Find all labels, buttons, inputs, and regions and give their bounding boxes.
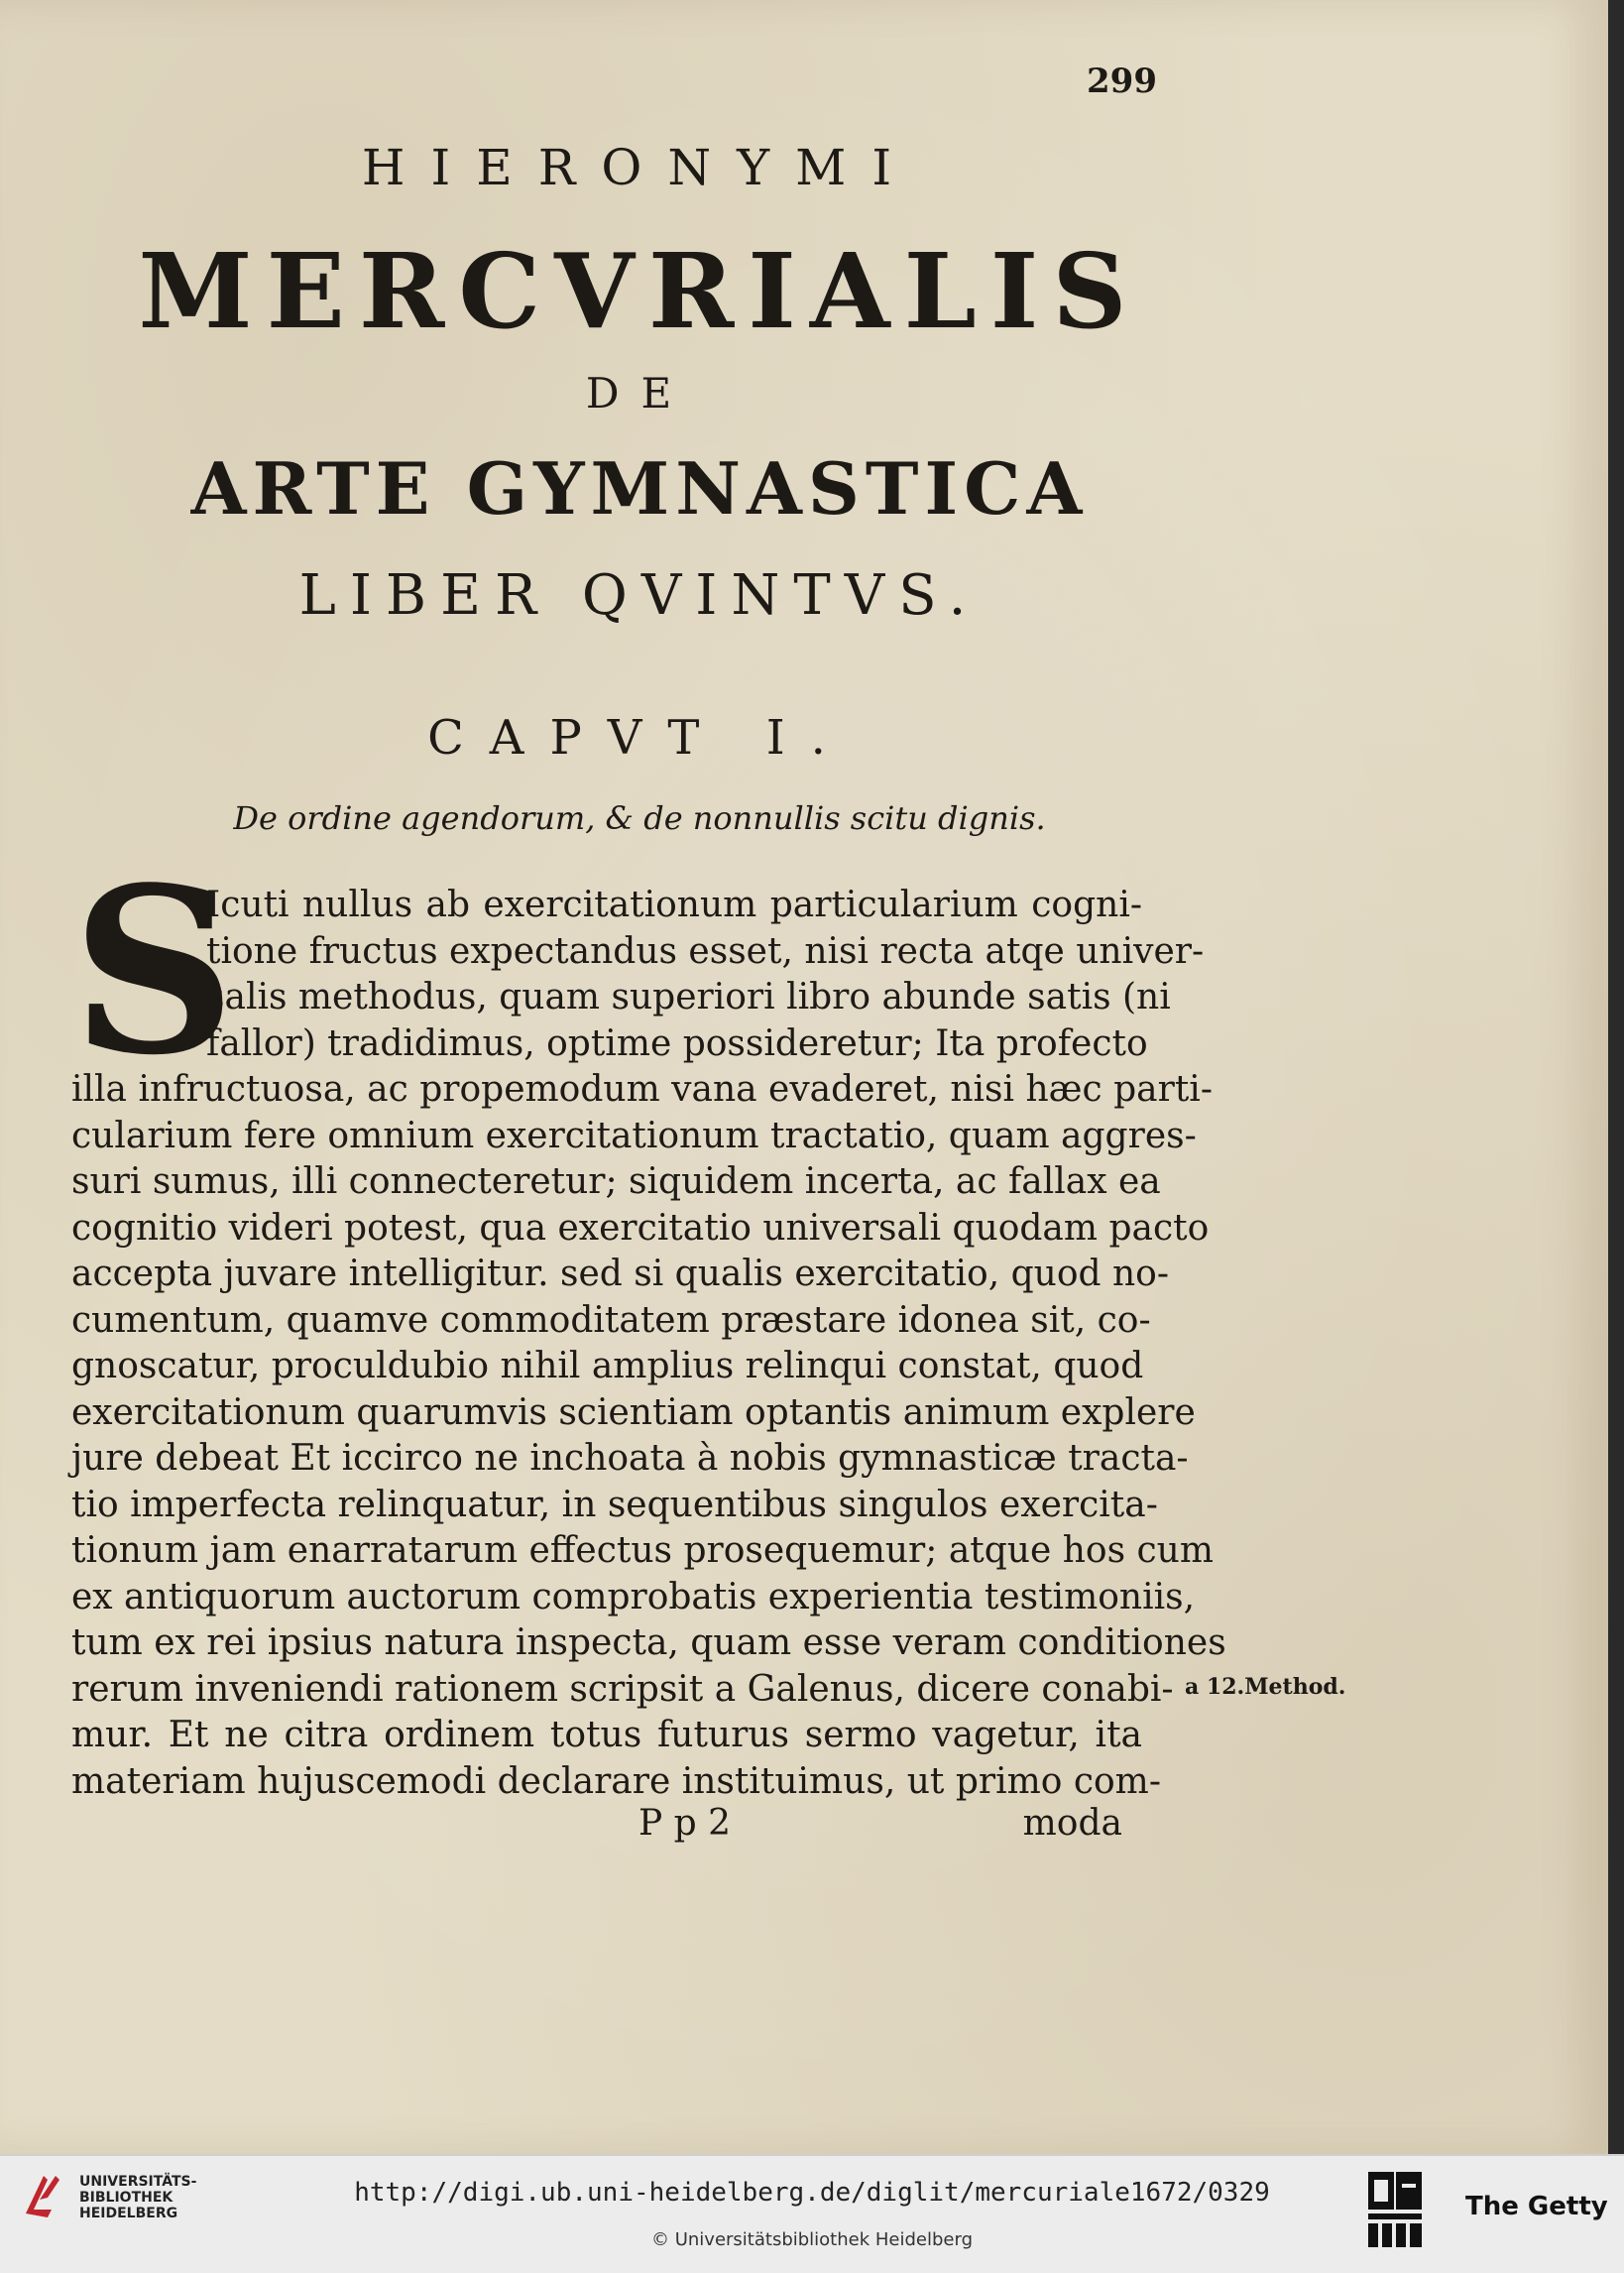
text-line: suri sumus, illi connecteretur; siquidem incerta, ac fallax ea bbox=[71, 1161, 1161, 1202]
text-line: cognitio videri potest, qua exercitatio universali quodam pacto bbox=[71, 1207, 1210, 1249]
scan-edge bbox=[1608, 0, 1624, 2154]
work-title: ARTE GYMNASTICA bbox=[190, 446, 1089, 531]
author-surname: MERCVRIALIS bbox=[138, 230, 1141, 352]
copyright-text: © Universitätsbibliothek Heidelberg bbox=[650, 2229, 973, 2250]
margin-note: a 12.Method. bbox=[1185, 1674, 1346, 1700]
signature-mark: P p 2 bbox=[638, 1803, 732, 1844]
text-line: rerum inveniendi rationem scripsit a Galenus, dicere conabi- bbox=[71, 1668, 1174, 1710]
drop-capital: S bbox=[71, 838, 237, 1106]
text-line: fallor) tradidimus, optime possideretur; Ita profecto bbox=[206, 1022, 1148, 1064]
permalink-url[interactable]: http://digi.ub.uni-heidelberg.de/diglit/mercuriale1672/0329 bbox=[354, 2178, 1270, 2208]
text-line: mur. Et ne citra ordinem totus futurus sermo vagetur, ita bbox=[71, 1715, 1142, 1755]
book-number: LIBER QVINTVS. bbox=[298, 563, 981, 628]
text-line: tione fructus expectandus esset, nisi recta atqe univer- bbox=[206, 930, 1205, 972]
viewer-footer-bar bbox=[0, 2154, 1624, 2273]
text-line: exercitationum quarumvis scientiam optantis animum explere bbox=[71, 1391, 1196, 1433]
page-number: 299 bbox=[1087, 61, 1157, 101]
chapter-subtitle: De ordine agendorum, & de nonnullis scitu dignis. bbox=[233, 799, 1046, 837]
text-line: cularium fere omnium exercitationum tractatio, quam aggres- bbox=[71, 1115, 1197, 1156]
text-line: gnoscatur, proculdubio nihil amplius relinqui constat, quod bbox=[71, 1346, 1144, 1386]
text-line: tum ex rei ipsius natura inspecta, quam esse veram conditiones bbox=[71, 1622, 1226, 1663]
getty-name: The Getty bbox=[1465, 2192, 1608, 2221]
getty-logo-icon[interactable] bbox=[1366, 2170, 1424, 2251]
chapter-heading: CAPVT I. bbox=[427, 710, 852, 766]
text-line: cumentum, quamve commoditatem præstare idonea sit, co- bbox=[71, 1299, 1151, 1341]
text-line: accepta juvare intelligitur. sed si qualis exercitatio, quod no- bbox=[71, 1254, 1169, 1294]
author-first-name: HIERONYMI bbox=[361, 139, 918, 196]
library-name: UNIVERSITÄTS- BIBLIOTHEK HEIDELBERG bbox=[79, 2174, 197, 2221]
text-line: tionum jam enarratarum effectus prosequemur; atque hos cum bbox=[71, 1530, 1214, 1571]
text-line: tio imperfecta relinquatur, in sequentibus singulos exercita- bbox=[71, 1484, 1158, 1525]
text-line: Icuti nullus ab exercitationum particularium cogni- bbox=[206, 885, 1142, 925]
text-line: materiam hujuscemodi declarare instituimus, ut primo com- bbox=[71, 1760, 1161, 1802]
text-line: illa infructuosa, ac propemodum vana evaderet, nisi hæc parti- bbox=[71, 1069, 1213, 1110]
text-line: ex antiquorum auctorum comprobatis experientia testimoniis, bbox=[71, 1576, 1196, 1617]
title-de: DE bbox=[585, 369, 694, 418]
catchword: moda bbox=[1022, 1803, 1122, 1844]
text-line: salis methodus, quam superiori libro abunde satis (ni bbox=[206, 977, 1171, 1017]
body-text bbox=[71, 838, 1226, 1805]
text-line: jure debeat Et iccirco ne inchoata à nobis gymnasticæ tracta- bbox=[71, 1438, 1189, 1479]
